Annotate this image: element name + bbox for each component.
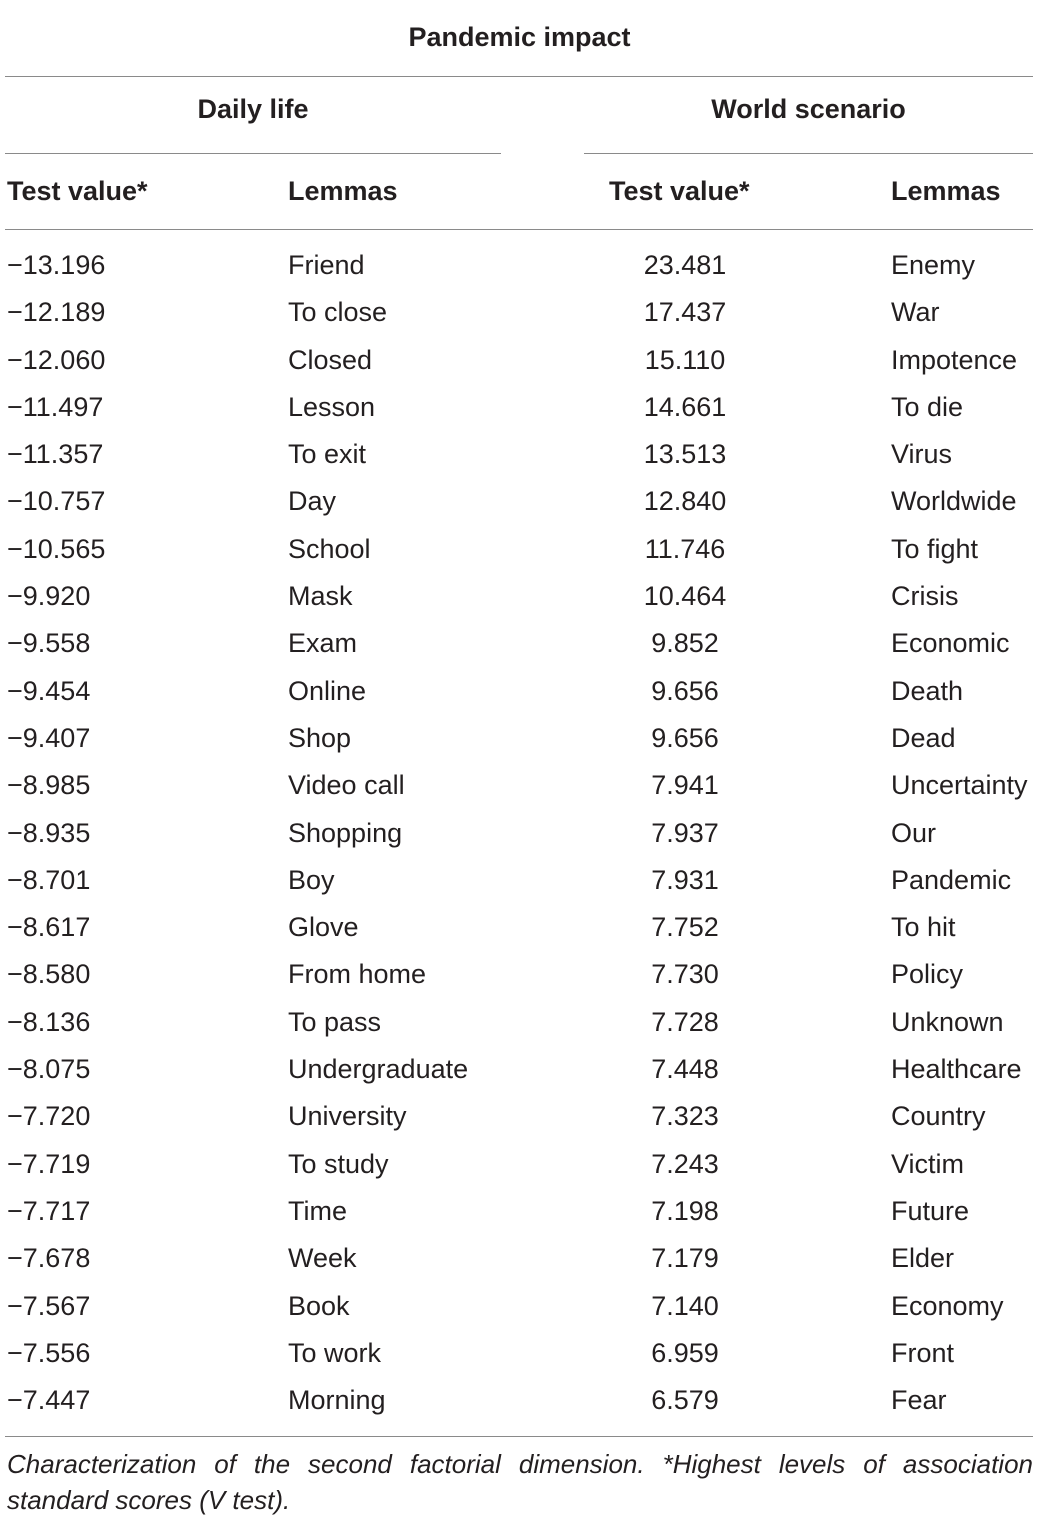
test-value-world-cell: 7.941 [651, 770, 719, 801]
table-row [0, 478, 1039, 525]
group-header-daily-life: Daily life [197, 94, 309, 124]
test-value-world-cell: 15.110 [644, 344, 726, 375]
table-row [0, 1235, 1039, 1282]
lemma-daily-cell: Week [288, 1243, 357, 1274]
test-value-world-cell: 23.481 [643, 250, 727, 280]
table-row [0, 573, 1039, 620]
test-value-daily-cell: −7.556 [7, 1337, 91, 1368]
test-value-world-cell: 10.464 [643, 581, 727, 612]
lemma-world-cell: Enemy [891, 250, 976, 280]
test-value-daily-cell: −12.189 [7, 297, 106, 328]
lemma-world-cell: Front [891, 1337, 955, 1368]
table-row [0, 999, 1039, 1046]
table-row [0, 904, 1039, 951]
lemma-world-cell: To hit [891, 912, 956, 943]
test-value-daily-cell: −7.447 [7, 1385, 91, 1416]
lemma-world-cell: Virus [891, 439, 953, 470]
table-row [0, 1188, 1039, 1235]
group-divider-world-scenario [584, 153, 1033, 154]
lemma-daily-cell: School [288, 533, 371, 564]
lemma-world-cell: To fight [891, 533, 979, 564]
lemma-daily-cell: Morning [288, 1385, 386, 1416]
lemma-world-cell: Impotence [891, 344, 1018, 375]
group-header-world-scenario: World scenario [711, 94, 906, 124]
lemma-world-cell: Pandemic [891, 864, 1012, 895]
test-value-daily-cell: −7.717 [7, 1195, 91, 1226]
lemma-daily-cell: Book [288, 1290, 350, 1321]
lemma-world-cell: Elder [891, 1243, 955, 1274]
lemma-daily-cell: Mask [288, 581, 353, 612]
column-header-lemmas-daily: Lemmas [288, 176, 398, 206]
lemma-world-cell: Economic [891, 628, 1010, 659]
table-row [0, 431, 1039, 478]
lemma-daily-cell: University [288, 1101, 407, 1132]
test-value-daily-cell: −7.678 [7, 1243, 91, 1274]
table-caption: Characterization of the second factorial dimension. *Highest levels of association standard scores (V test). [7, 1449, 1033, 1515]
test-value-daily-cell: −10.565 [7, 533, 106, 564]
test-value-daily-cell: −8.580 [7, 959, 91, 990]
lemma-daily-cell: To exit [288, 439, 367, 470]
table-row [0, 242, 1039, 289]
column-header-test-value-world: Test value* [609, 176, 750, 206]
test-value-world-cell: 7.140 [651, 1290, 719, 1321]
lemma-daily-cell: To close [288, 297, 388, 328]
lemma-daily-cell: Undergraduate [288, 1054, 469, 1085]
lemma-world-cell: Dead [891, 722, 956, 753]
lemma-world-cell: Our [891, 817, 937, 848]
lemma-daily-cell: Time [288, 1195, 347, 1226]
lemma-world-cell: Death [891, 675, 964, 706]
table-row [0, 526, 1039, 573]
table-title: Pandemic impact [408, 22, 631, 52]
column-header-lemmas-world: Lemmas [891, 176, 1001, 206]
test-value-world-cell: 9.852 [651, 628, 719, 659]
table-row [0, 1283, 1039, 1330]
lemma-world-cell: Unknown [891, 1006, 1004, 1037]
test-value-daily-cell: −8.701 [7, 864, 91, 895]
test-value-daily-cell: −11.357 [7, 439, 104, 470]
test-value-world-cell: 7.179 [651, 1243, 719, 1274]
table-row [0, 715, 1039, 762]
lemma-daily-cell: Online [288, 675, 367, 706]
lemma-world-cell: Policy [891, 959, 964, 990]
test-value-world-cell: 6.579 [651, 1385, 719, 1416]
lemma-daily-cell: Lesson [288, 391, 376, 422]
table-row [0, 951, 1039, 998]
lemma-daily-cell: Video call [288, 770, 405, 801]
test-value-daily-cell: −11.497 [7, 391, 104, 422]
group-divider-daily-life [5, 153, 501, 154]
lemma-world-cell: War [891, 297, 940, 328]
test-value-daily-cell: −12.060 [7, 344, 106, 375]
lemma-world-cell: Crisis [891, 581, 959, 612]
lemma-daily-cell: Boy [288, 864, 335, 895]
title-divider [5, 76, 1033, 77]
lemma-daily-cell: Closed [288, 344, 373, 375]
table-bottom-divider [5, 1436, 1033, 1437]
lemma-world-cell: Worldwide [891, 486, 1017, 517]
test-value-world-cell: 14.661 [643, 391, 727, 422]
table-row [0, 620, 1039, 667]
lemma-world-cell: To die [891, 391, 964, 422]
test-value-daily-cell: −8.617 [7, 912, 91, 943]
test-value-daily-cell: −9.558 [7, 628, 91, 659]
test-value-daily-cell: −7.719 [7, 1148, 91, 1179]
lemma-daily-cell: Shopping [288, 817, 403, 848]
test-value-world-cell: 7.198 [651, 1195, 719, 1226]
lemma-daily-cell: To pass [288, 1006, 382, 1037]
table-body [0, 242, 1039, 1424]
test-value-daily-cell: −8.075 [7, 1054, 91, 1085]
lemma-daily-cell: From home [288, 959, 427, 990]
lemma-daily-cell: Exam [288, 628, 358, 659]
table-row [0, 762, 1039, 809]
lemma-daily-cell: Shop [288, 722, 352, 753]
test-value-world-cell: 7.448 [651, 1054, 719, 1085]
lemma-daily-cell: Friend [288, 250, 365, 280]
lemma-daily-cell: Day [288, 486, 337, 517]
test-value-world-cell: 9.656 [651, 675, 719, 706]
table-row [0, 337, 1039, 384]
test-value-daily-cell: −8.136 [7, 1006, 91, 1037]
test-value-daily-cell: −8.985 [7, 770, 91, 801]
lemma-world-cell: Economy [891, 1290, 1004, 1321]
lemma-world-cell: Fear [891, 1385, 947, 1416]
test-value-daily-cell: −8.935 [7, 817, 91, 848]
table-row [0, 1093, 1039, 1140]
test-value-world-cell: 13.513 [643, 439, 727, 470]
test-value-daily-cell: −10.757 [7, 486, 106, 517]
table-row [0, 857, 1039, 904]
column-header-test-value-daily: Test value* [7, 176, 148, 206]
lemma-daily-cell: To study [288, 1148, 389, 1179]
test-value-world-cell: 12.840 [643, 486, 727, 517]
table-row [0, 289, 1039, 336]
test-value-world-cell: 11.746 [644, 533, 726, 564]
lemma-world-cell: Healthcare [891, 1054, 1022, 1085]
lemma-world-cell: Uncertainty [891, 770, 1028, 801]
table-row [0, 1377, 1039, 1424]
table-row [0, 1141, 1039, 1188]
test-value-world-cell: 6.959 [651, 1337, 719, 1368]
lemma-world-cell: Victim [891, 1148, 965, 1179]
test-value-world-cell: 9.656 [651, 722, 719, 753]
lemma-daily-cell: Glove [288, 912, 359, 943]
test-value-world-cell: 7.323 [651, 1101, 719, 1132]
test-value-daily-cell: −7.720 [7, 1101, 91, 1132]
header-divider [5, 229, 1033, 230]
table-row [0, 1330, 1039, 1377]
table-row [0, 668, 1039, 715]
lemma-daily-cell: To work [288, 1337, 382, 1368]
test-value-world-cell: 7.243 [651, 1148, 719, 1179]
lemma-world-cell: Country [891, 1101, 986, 1132]
test-value-world-cell: 7.937 [651, 817, 719, 848]
test-value-world-cell: 7.728 [651, 1006, 719, 1037]
test-value-world-cell: 7.730 [651, 959, 719, 990]
test-value-daily-cell: −7.567 [7, 1290, 91, 1321]
test-value-daily-cell: −9.454 [7, 675, 91, 706]
test-value-daily-cell: −9.920 [7, 581, 91, 612]
test-value-daily-cell: −9.407 [7, 722, 91, 753]
test-value-world-cell: 7.931 [651, 864, 719, 895]
table-row [0, 1046, 1039, 1093]
test-value-world-cell: 7.752 [651, 912, 719, 943]
test-value-daily-cell: −13.196 [7, 250, 106, 280]
lemma-world-cell: Future [891, 1195, 970, 1226]
table-row [0, 384, 1039, 431]
test-value-world-cell: 17.437 [643, 297, 727, 328]
table-row [0, 810, 1039, 857]
